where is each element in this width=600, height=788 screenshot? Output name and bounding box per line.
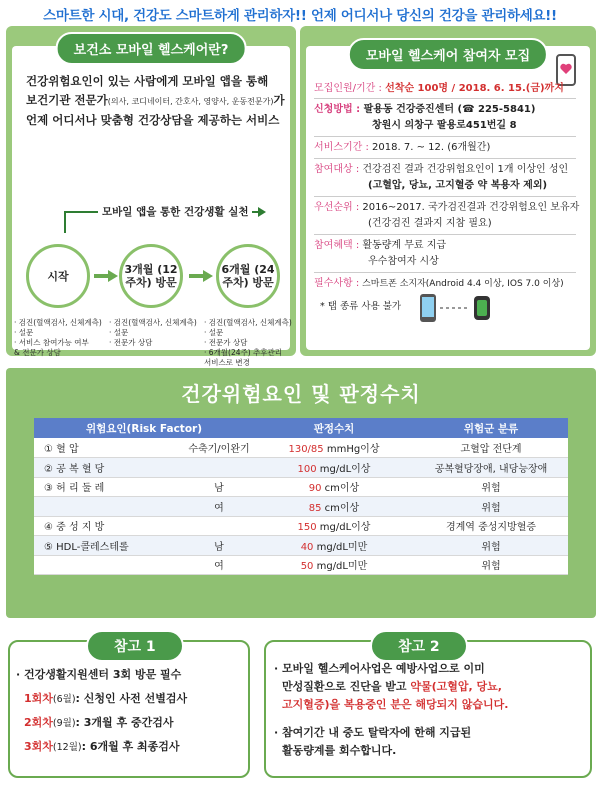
arrow-icon (94, 270, 118, 282)
group-cell: 경계역 중성지방혈증 (414, 516, 568, 536)
intro-line-1: 건강위험요인이 있는 사람에게 모바일 앱을 통해 (26, 74, 269, 88)
step-6-months: 6개월 (24주차) 방문 (216, 244, 280, 308)
value-number: 100 (297, 463, 317, 475)
requirement-label: 필수사항 : (314, 278, 360, 289)
recruitment-title: 모바일 헬스케어 참여자 모집 (348, 38, 548, 71)
benefit-award: 우수참여자 시상 (368, 256, 439, 267)
visit-1-month: (6월) (52, 694, 76, 705)
value-number: 40 (300, 541, 314, 553)
value-cell (254, 477, 414, 497)
benefit-value: 활동량계 무료 지급 (362, 240, 447, 251)
priority-row (314, 201, 579, 215)
ref2-line-3: 고지혈증)을 복용중인 분은 해당되지 않습니다. (282, 698, 509, 711)
value-unit: mg/dL미만 (313, 541, 368, 553)
period-row (314, 141, 490, 155)
factor-cell (34, 497, 184, 517)
table-row (34, 438, 568, 458)
detail-line: · 설문 (109, 328, 129, 337)
detail-line: · 검진(혈액검사, 신체계측) (109, 318, 197, 327)
value-unit: mmHg이상 (323, 444, 380, 455)
ref2-medication: 약물(고혈압, 당뇨, (410, 680, 502, 693)
ref2-line-5: 활동량계를 회수합니다. (282, 744, 397, 757)
group-cell: 위험 (414, 536, 568, 556)
sub-cell: 남 (184, 477, 254, 497)
header-value: 판정수치 (254, 418, 414, 438)
apply-row (314, 103, 535, 117)
intro-line-2 (26, 91, 286, 111)
value-cell (254, 458, 414, 478)
divider (314, 98, 576, 99)
intro-text (26, 72, 286, 130)
risk-factor-table (34, 418, 568, 575)
ref2-line-4: · 참여기간 내 중도 탈락자에 한해 지급된 (274, 726, 472, 739)
divider (314, 234, 576, 235)
sub-cell (184, 516, 254, 536)
visit-2-desc: : 3개월 후 중간검사 (75, 716, 174, 729)
header-factor: 위험요인(Risk Factor) (34, 418, 254, 438)
step-3-months: 3개월 (12주차) 방문 (119, 244, 183, 308)
ref2-line-1: · 모바일 헬스케어사업은 예방사업으로 이미 (274, 662, 485, 675)
value-cell (254, 497, 414, 517)
step-6-months-details (204, 318, 292, 368)
tablet-note: * 탭 종류 사용 불가 (320, 301, 402, 312)
visit-1-label: 1회차 (24, 692, 53, 705)
benefit-row (314, 239, 446, 253)
sub-cell: 수축기/이완기 (184, 438, 254, 458)
priority-note: (건강검진 결과지 지참 필요) (368, 218, 492, 229)
value-unit: cm이상 (321, 483, 360, 495)
recruit-label: 모집인원/기간 : (314, 83, 382, 94)
risk-title: 건강위험요인 및 판정수치 (181, 382, 421, 406)
visit-required: · 건강생활지원센터 3회 방문 필수 (16, 668, 182, 681)
detail-line: & 전문가 상담 (14, 348, 61, 357)
value-unit: mg/dL미만 (313, 561, 368, 573)
risk-factor-section (6, 368, 596, 618)
detail-line: · 설문 (204, 328, 224, 337)
flow-title: 모바일 앱을 통한 건강생활 실천 (98, 204, 252, 219)
sub-cell: 여 (184, 555, 254, 575)
visit-2 (24, 714, 173, 733)
intro-particle: 가 (273, 93, 285, 107)
group-cell: 공복혈당장애, 내당능장애 (414, 458, 568, 478)
table-row (34, 516, 568, 536)
apply-value: 팔용동 건강증진센터 (☎ 225-5841) (363, 104, 536, 115)
detail-line: · 전문가 상담 (204, 338, 248, 347)
phone-watch-sync-icon (416, 292, 496, 324)
value-number: 90 (308, 483, 322, 495)
mobile-healthcare-intro-panel (6, 26, 296, 367)
requirement-row (314, 277, 564, 291)
target-value: 건강검진 결과 건강위험요인이 1개 이상인 성인 (362, 164, 569, 175)
value-number: 150 (297, 522, 317, 534)
factor-cell: ① 혈 압 (34, 438, 184, 458)
detail-line: · 서비스 참여가능 여부 (14, 338, 89, 347)
table-row (34, 458, 568, 478)
apply-label: 신청방법 : (314, 104, 361, 115)
visit-3 (24, 738, 180, 757)
target-exclusion: (고혈압, 당뇨, 고지혈증 약 복용자 제외) (368, 180, 548, 191)
group-cell: 위험 (414, 477, 568, 497)
value-cell (254, 536, 414, 556)
intro-experts: 보건기관 전문가 (26, 93, 108, 107)
sub-cell: 남 (184, 536, 254, 556)
recruit-row (314, 82, 564, 96)
detail-line: · 설문 (14, 328, 34, 337)
table-row (34, 536, 568, 556)
visit-3-month: (12월) (52, 742, 82, 753)
target-row (314, 163, 568, 177)
ref2-line-2-text: 만성질환으로 진단을 받고 (282, 680, 411, 693)
factor-cell: ⑤ HDL-콜레스테롤 (34, 536, 184, 556)
group-cell: 위험 (414, 555, 568, 575)
value-cell (254, 555, 414, 575)
priority-value: 2016~2017. 국가검진결과 건강위험요인 보유자 (362, 202, 580, 213)
value-cell (254, 438, 414, 458)
period-value: 2018. 7. ~ 12. (6개월간) (372, 142, 491, 153)
detail-line: · 검진(혈액검사, 신체계측) (14, 318, 102, 327)
recruitment-panel (300, 26, 596, 356)
value-number: 85 (308, 502, 322, 514)
factor-cell: ③ 허 리 둘 레 (34, 477, 184, 497)
value-number: 50 (300, 561, 314, 573)
table-row (34, 555, 568, 575)
step-3-months-details (109, 318, 197, 348)
table-row (34, 477, 568, 497)
visit-3-desc: : 6개월 후 최종검사 (81, 740, 180, 753)
step-start: 시작 (26, 244, 90, 308)
value-cell (254, 516, 414, 536)
table-header-row (34, 418, 568, 438)
value-unit: mg/dL이상 (316, 463, 371, 475)
visit-3-label: 3회차 (24, 740, 53, 753)
divider (314, 158, 576, 159)
divider (314, 272, 576, 273)
header-group: 위험군 분류 (414, 418, 568, 438)
visit-1 (24, 690, 187, 709)
top-banner: 스마트한 시대, 건강도 스마트하게 관리하자!! 언제 어디서나 당신의 건강을 관리하세요!! (43, 8, 557, 24)
priority-label: 우선순위 : (314, 202, 360, 213)
requirement-value: 스마트폰 소지자(Android 4.4 이상, IOS 7.0 이상) (362, 279, 564, 289)
factor-cell (34, 555, 184, 575)
sub-cell: 여 (184, 497, 254, 517)
factor-cell: ② 공 복 혈 당 (34, 458, 184, 478)
step-start-details (14, 318, 102, 358)
group-cell: 고혈압 전단계 (414, 438, 568, 458)
detail-line: · 6개월(24주) 추후관리 (204, 348, 283, 357)
reference-1-title: 참고 1 (86, 630, 184, 662)
value-unit: cm이상 (321, 502, 360, 514)
detail-line: · 전문가 상담 (109, 338, 153, 347)
divider (314, 136, 576, 137)
intro-title: 보건소 모바일 헬스케어란? (56, 32, 247, 65)
detail-line: 서비스로 변경 (204, 358, 250, 367)
ref2-line-2 (282, 678, 502, 696)
value-number: 130/85 (288, 444, 324, 455)
visit-1-desc: : 신청인 사전 선별검사 (75, 692, 188, 705)
divider (314, 196, 576, 197)
group-cell: 위험 (414, 497, 568, 517)
detail-line: · 검진(혈액검사, 신체계측) (204, 318, 292, 327)
intro-line-3: 언제 어디서나 맞춤형 건강상담을 제공하는 서비스 (26, 113, 280, 127)
table-row (34, 497, 568, 517)
recruit-value: 선착순 100명 / 2018. 6. 15.(금)까지 (385, 83, 564, 94)
arrow-icon (189, 270, 213, 282)
factor-cell: ④ 중 성 지 방 (34, 516, 184, 536)
reference-2-title: 참고 2 (370, 630, 468, 662)
period-label: 서비스기간 : (314, 142, 369, 153)
apply-address: 창원시 의창구 팔용로451번길 8 (372, 120, 517, 131)
value-unit: mg/dL이상 (316, 522, 371, 534)
benefit-label: 참여혜택 : (314, 240, 360, 251)
target-label: 참여대상 : (314, 164, 360, 175)
sub-cell (184, 458, 254, 478)
visit-2-month: (9월) (52, 718, 76, 729)
visit-2-label: 2회차 (24, 716, 53, 729)
intro-expert-list: (의사, 코디네이터, 간호사, 영양사, 운동전문가) (107, 97, 274, 106)
